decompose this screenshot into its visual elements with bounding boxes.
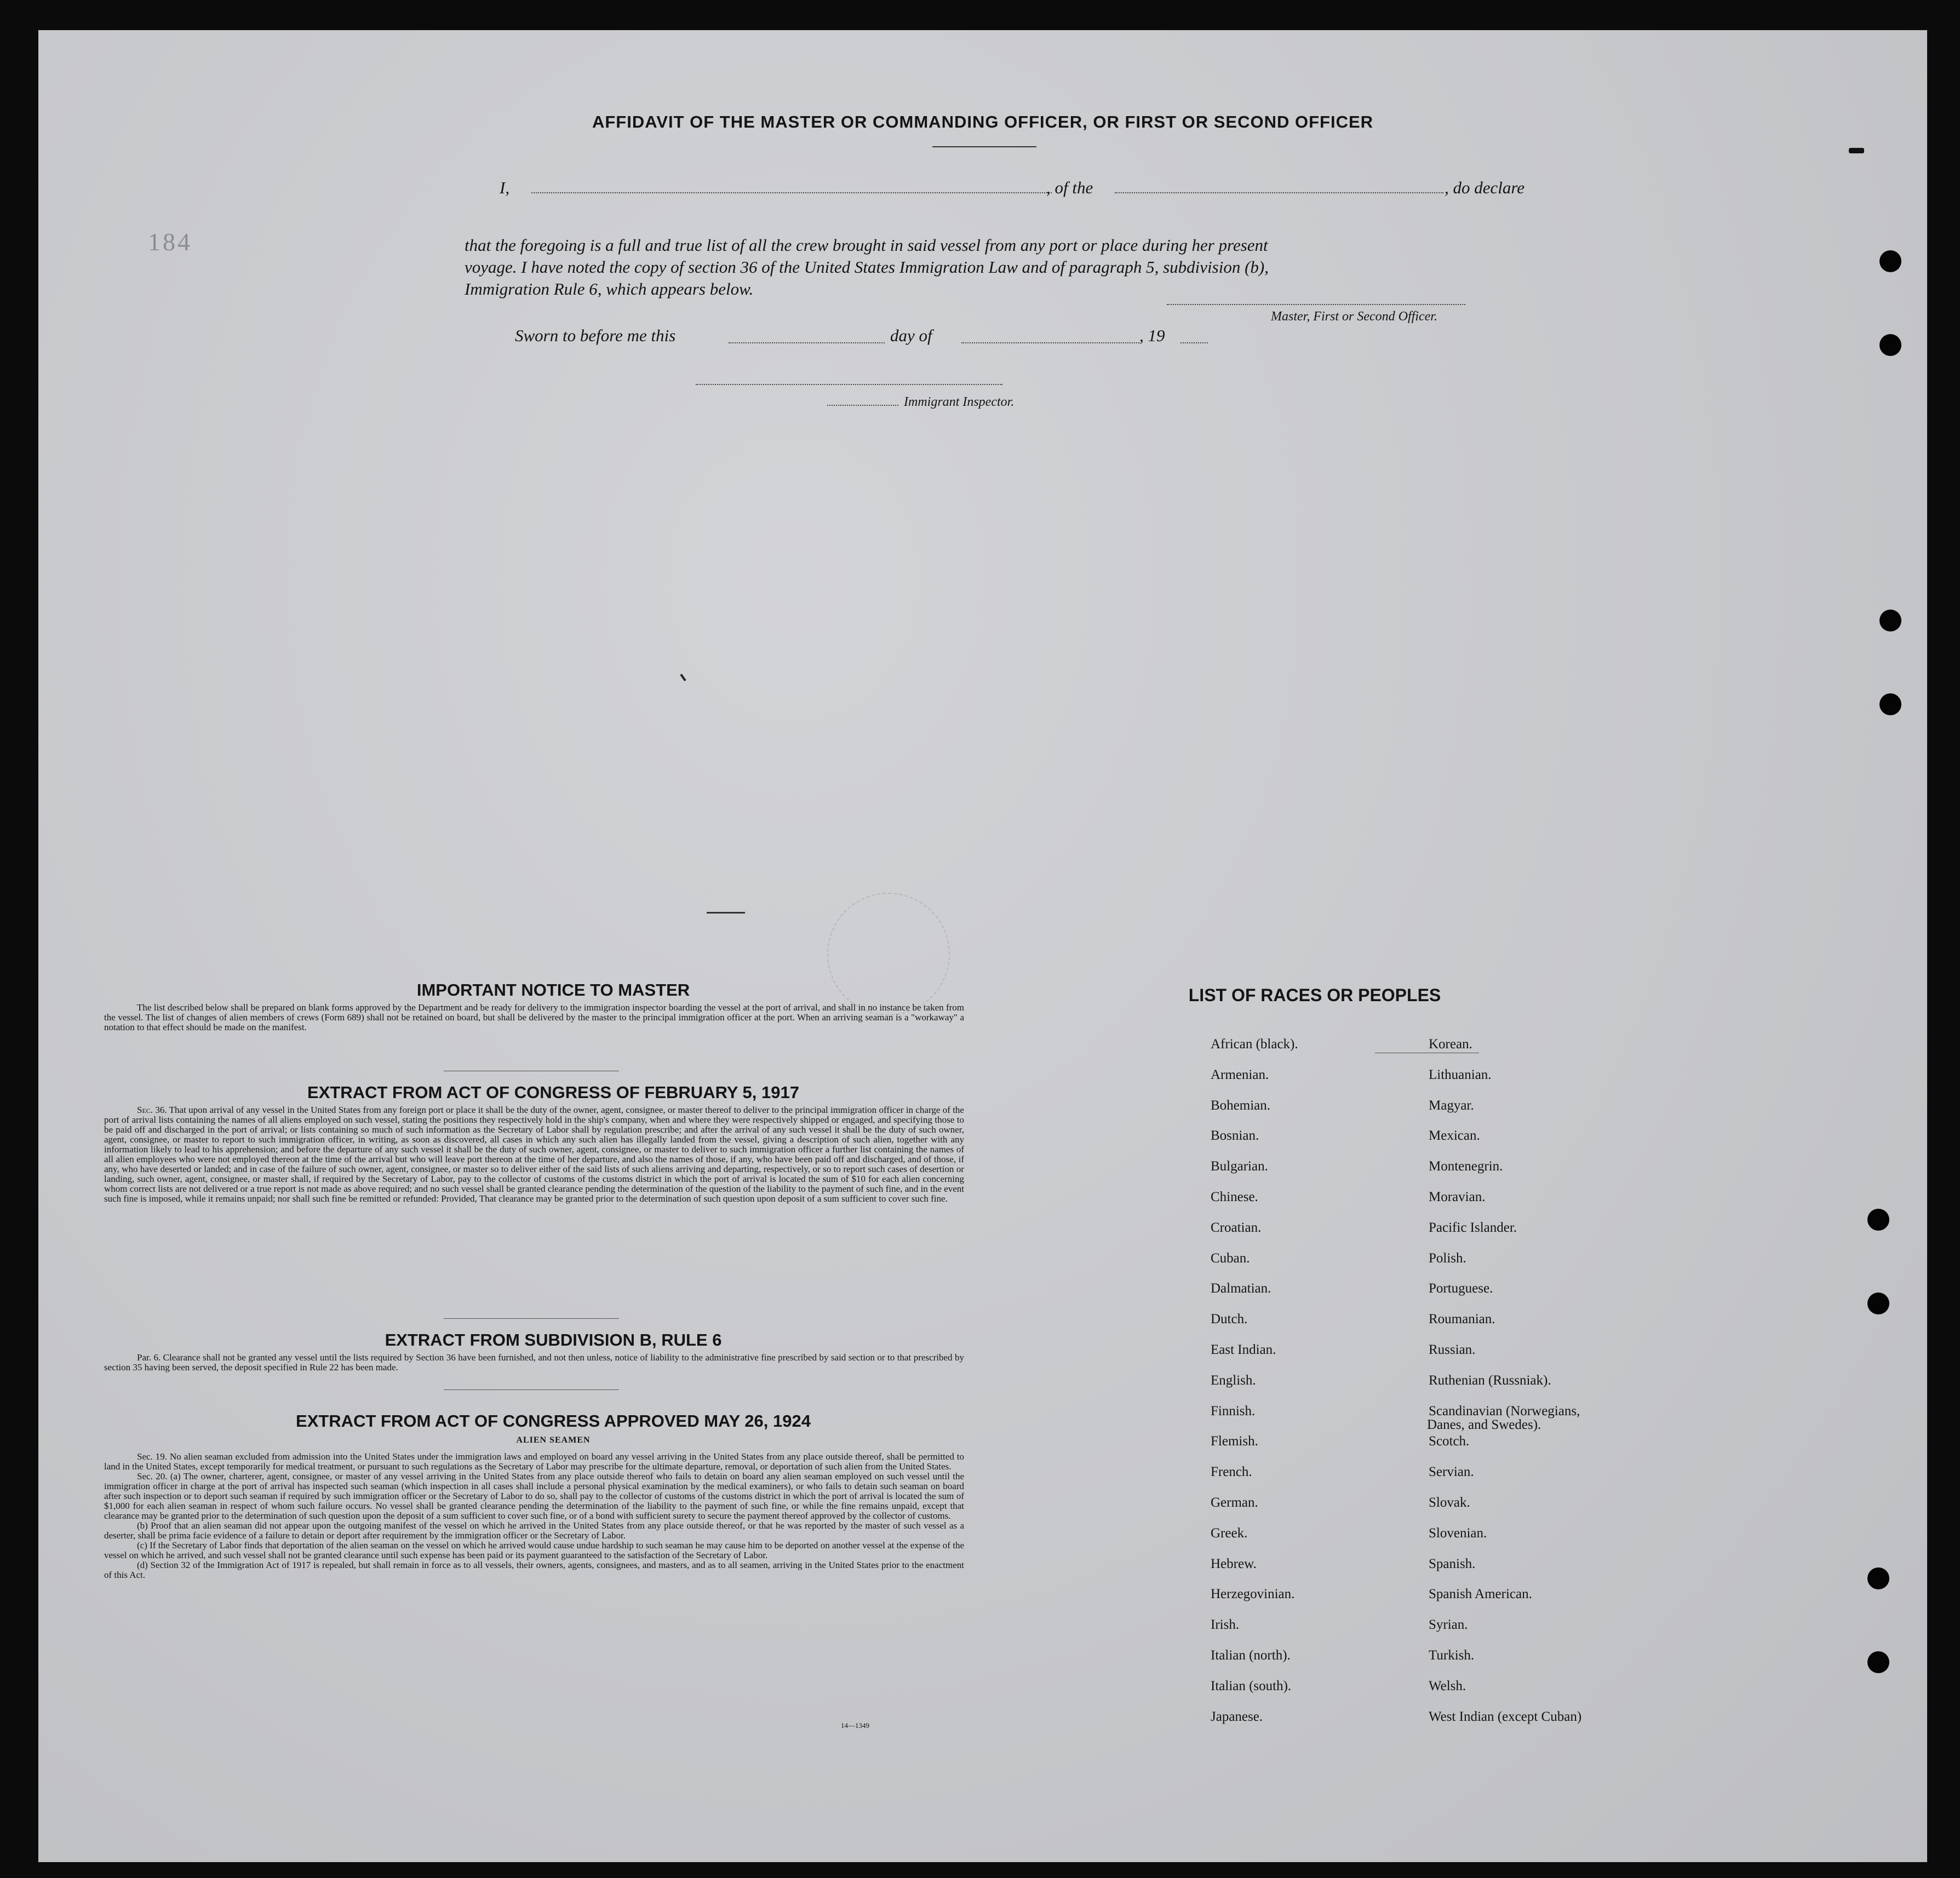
race-item: Spanish American.: [1429, 1587, 1532, 1602]
race-item: Moravian.: [1429, 1190, 1486, 1204]
form-number: 14—1349: [841, 1721, 869, 1730]
title-underline: [932, 146, 1036, 147]
inspector-label: Immigrant Inspector.: [904, 395, 1015, 409]
race-item: Montenegrin.: [1429, 1159, 1503, 1174]
sworn-label: Sworn to before me this: [515, 326, 676, 345]
race-item: Portuguese.: [1429, 1281, 1493, 1296]
race-item: Bohemian.: [1211, 1098, 1271, 1113]
signature-line: [1167, 304, 1465, 305]
race-item: Finnish.: [1211, 1403, 1256, 1418]
inspector-line-short: [827, 405, 898, 406]
race-item: Syrian.: [1429, 1617, 1468, 1633]
signature-label: Master, First or Second Officer.: [1271, 309, 1437, 324]
sworn-day-blank: [729, 342, 885, 343]
divider: [444, 1318, 619, 1319]
affidavit-of-the-label: , of the: [1046, 178, 1093, 197]
vessel-blank: [1115, 192, 1443, 193]
ink-mark: [680, 674, 686, 681]
race-item: Armenian.: [1211, 1067, 1269, 1082]
affidavit-i-label: I,: [500, 178, 510, 197]
divider: [444, 1389, 619, 1390]
race-item: Slovak.: [1429, 1495, 1470, 1510]
punch-hole: [1867, 1567, 1889, 1589]
affidavit-title: AFFIDAVIT OF THE MASTER OR COMMANDING OFFICER, OR FIRST OR SECOND OFFICER: [592, 112, 1374, 131]
extract-1924-text: [104, 1452, 964, 1580]
extract-1917-text: [104, 1105, 964, 1204]
race-item: Chinese.: [1211, 1190, 1258, 1204]
sec-20d-text: (d) Section 32 of the Immigration Act of 1917 is repealed, but shall remain in force as to all vessels, their owners, agents, consignees, and masters, and as to all seamen, arriving in the United States prior to the enactment of this Act.: [104, 1560, 964, 1580]
sec-20b-text: (b) Proof that an alien seaman did not appear upon the outgoing manifest of the vessel on which he arrived in the United States from any place outside thereof, or that he was reported by the master of such vessel as a deserter, shall be prima facie evidence of a failure to detain or deport after requirement by the immigration officer or the Secretary of Labor.: [104, 1520, 964, 1541]
race-item: Turkish.: [1429, 1648, 1475, 1663]
extract-rule6-title: EXTRACT FROM SUBDIVISION B, RULE 6: [385, 1330, 722, 1349]
punch-hole: [1879, 250, 1901, 272]
race-item: Irish.: [1211, 1617, 1240, 1633]
race-item: Slovenian.: [1429, 1525, 1487, 1541]
sec-20c-text: (c) If the Secretary of Labor finds that deportation of the alien seaman on the vessel on which he arrived would cause undue hardship to such seaman he may cause him to be deported on another vessel at the expense of the vessel on which he arrived, and such vessel shall not be granted clearance until such expense has been paid or its payment guaranteed to the satisfaction of the Secretary of Labor.: [104, 1540, 964, 1560]
race-item: Herzegovinian.: [1211, 1587, 1295, 1602]
affidavit-line-2: that the foregoing is a full and true list of all the crew brought in said vessel from any port or place during her present: [465, 236, 1268, 255]
punch-hole: [1867, 1209, 1889, 1231]
alien-seamen-subtitle: ALIEN SEAMEN: [516, 1435, 591, 1445]
ink-mark: [707, 912, 745, 914]
edge-tab: [1849, 148, 1864, 153]
race-item: Servian.: [1429, 1465, 1474, 1480]
inspector-line: [696, 384, 1002, 385]
race-item: Dalmatian.: [1211, 1281, 1271, 1296]
race-item: Lithuanian.: [1429, 1067, 1492, 1082]
margin-stamp: 184: [148, 228, 192, 256]
race-item: Italian (north).: [1211, 1648, 1291, 1663]
punch-hole: [1867, 1651, 1889, 1673]
punch-hole: [1879, 693, 1901, 715]
race-item: Russian.: [1429, 1342, 1476, 1357]
race-item: Korean.: [1429, 1037, 1472, 1052]
sec-20a-text: Sec. 20. (a) The owner, charterer, agent, consignee, or master of any vessel arriving in the United States from any place outside thereof who fails to detain on board any alien seaman employed on such vessel until the immigration officer in charge at the port of arrival has inspected such seaman (which inspection in all cases shall include a personal physical examination by the medical examiners), or who fails to detain such seaman on board after such inspection or to deport such seaman if required by such immigration officer or the Secretary of Labor to do so, shall pay to the collector of customs of the customs district in which the port of arrival is located the sum of $1,000 for each alien seaman in respect of whom such failure occurs. No vessel shall be granted clearance pending the determination of the liability to the payment of such fine, or while the fine remains unpaid, except that clearance may be granted prior to the determination of such question upon the deposit of a sum sufficient to cover such fine, or of a bond with sufficient surety to secure the payment thereof approved by the collector of customs.: [104, 1471, 964, 1521]
affidavit-line-4: Immigration Rule 6, which appears below.: [465, 279, 754, 298]
race-item: Pacific Islander.: [1429, 1220, 1517, 1235]
punch-hole: [1879, 610, 1901, 631]
race-item: Scandinavian (Norwegians,: [1429, 1403, 1580, 1418]
race-item: Spanish.: [1429, 1556, 1476, 1571]
sec-19-text: Sec. 19. No alien seaman excluded from admission into the United States under the immigration laws and employed on board any vessel arriving in the United States from any place outside thereof, shall be permitted to land in the United States, except temporarily for medical treatment, or pursuant to such regulations as the Secretary of Labor may prescribe for the ultimate departure, removal, or deportation of such alien from the United States.: [104, 1451, 964, 1472]
race-item: Greek.: [1211, 1525, 1248, 1541]
extract-1917-title: EXTRACT FROM ACT OF CONGRESS OF FEBRUARY 5, 1917: [307, 1083, 799, 1102]
section-36-text: That upon arrival of any vessel in the United States from any foreign port or place it shall be the duty of the owner, agent, consignee, or master thereof to deliver to the principal immigration officer in charge of the port of arrival lists containing the names of all aliens employed on such vessel, stating the positions they respectively hold in the ship's company, when and where they were respectively shipped or engaged, and specifying those to be paid off and discharged in the port of arrival; or lists containing so much of such information as the Secretary of Labor shall by regulation prescribe; and after the arrival of any such vessel it shall be the duty of such owner, agent, consignee, or master to report to such immigration officer, in writing, as soon as discovered, all cases in which any such alien has illegally landed from the vessel, giving a description of such alien, together with any information likely to lead to his apprehension; and before the departure of any such vessel it shall be the duty of such owner, agent, consignee, or master to deliver to such immigration officer a further list containing the names of all alien employees who were not employed thereon at the time of the arrival but who will leave port thereon at the time of her departure, and also the names of those, if any, who have been paid off and discharged, and of those, if any, who have deserted or landed; and in case of the failure of such owner, agent, consignee, or master so to deliver either of the said lists of such aliens arriving and departing, respectively, or so to report such cases of desertion or landing, such owner, agent, consignee, or master shall, if required by the Secretary of Labor, pay to the collector of customs of the customs district in which the port of arrival is located the sum of $10 for each alien concerning whom correct lists are not delivered or a true report is not made as above required; and no such vessel shall be granted clearance pending the determination of the question of the liability to the payment of such fine, and in the event such fine is imposed, while it remains unpaid; nor shall such fine be remitted or refunded: Provided, That clearance may be granted prior to the determination of such question upon deposit of a sum sufficient to cover such fine.: [104, 1105, 964, 1204]
race-item: English.: [1211, 1372, 1256, 1388]
race-item: Hebrew.: [1211, 1556, 1257, 1571]
race-item: African (black).: [1211, 1037, 1298, 1052]
year-blank: [1180, 342, 1208, 343]
month-blank: [961, 342, 1139, 343]
affidavit-line-3: voyage. I have noted the copy of section 36 of the United States Immigration Law and of paragraph 5, subdivision (b),: [465, 257, 1269, 277]
race-item: Magyar.: [1429, 1098, 1474, 1113]
affidavit-declare-label: , do declare: [1445, 178, 1525, 197]
punch-hole: [1867, 1293, 1889, 1314]
race-item: Cuban.: [1211, 1250, 1250, 1266]
race-item: Flemish.: [1211, 1434, 1258, 1449]
race-item: Scotch.: [1429, 1434, 1470, 1449]
section-label: Sec. 36.: [137, 1105, 167, 1115]
race-item: Ruthenian (Russniak).: [1429, 1372, 1551, 1388]
race-item: Dutch.: [1211, 1312, 1248, 1327]
extract-1924-title: EXTRACT FROM ACT OF CONGRESS APPROVED MAY 26, 1924: [296, 1411, 811, 1431]
race-item: German.: [1211, 1495, 1258, 1510]
race-continuation: Danes, and Swedes).: [1427, 1417, 1541, 1432]
day-of-label: day of: [890, 326, 932, 345]
race-item: French.: [1211, 1465, 1252, 1480]
race-item: West Indian (except Cuban): [1429, 1709, 1582, 1724]
race-item: Croatian.: [1211, 1220, 1262, 1235]
year-label: , 19: [1139, 326, 1165, 345]
document-paper: [38, 30, 1927, 1862]
race-item: Polish.: [1429, 1250, 1466, 1266]
notice-text: The list described below shall be prepared on blank forms approved by the Department and be ready for delivery to the immigration inspector boarding the vessel at the port of arrival, and shall in no instance be taken from the vessel. The list of changes of alien members of crews (Form 689) shall not be retained on board, but shall be delivered by the master to the principal immigration officer at the port. When an arriving seaman is a "workaway" a notation to that effect should be made on the manifest.: [104, 1002, 964, 1032]
races-title: LIST OF RACES OR PEOPLES: [1188, 985, 1441, 1005]
notice-title: IMPORTANT NOTICE TO MASTER: [416, 980, 690, 1000]
race-item: Italian (south).: [1211, 1678, 1292, 1693]
punch-hole: [1879, 334, 1901, 356]
affidavit-body: [465, 234, 1555, 300]
extract-rule6-text: Par. 6. Clearance shall not be granted any vessel until the lists required by Section 36 have been furnished, and not then unless, notice of liability to the administrative fine prescribed by said section or to that prescribed by section 35 having been served, the deposit specified in Rule 22 has been made.: [104, 1352, 964, 1372]
name-blank: [531, 192, 1052, 193]
race-item: East Indian.: [1211, 1342, 1276, 1357]
race-item: Bulgarian.: [1211, 1159, 1268, 1174]
race-item: Roumanian.: [1429, 1312, 1495, 1327]
race-item: Mexican.: [1429, 1128, 1480, 1144]
race-item: Welsh.: [1429, 1678, 1466, 1693]
race-item: Bosnian.: [1211, 1128, 1259, 1144]
race-item: Japanese.: [1211, 1709, 1263, 1724]
